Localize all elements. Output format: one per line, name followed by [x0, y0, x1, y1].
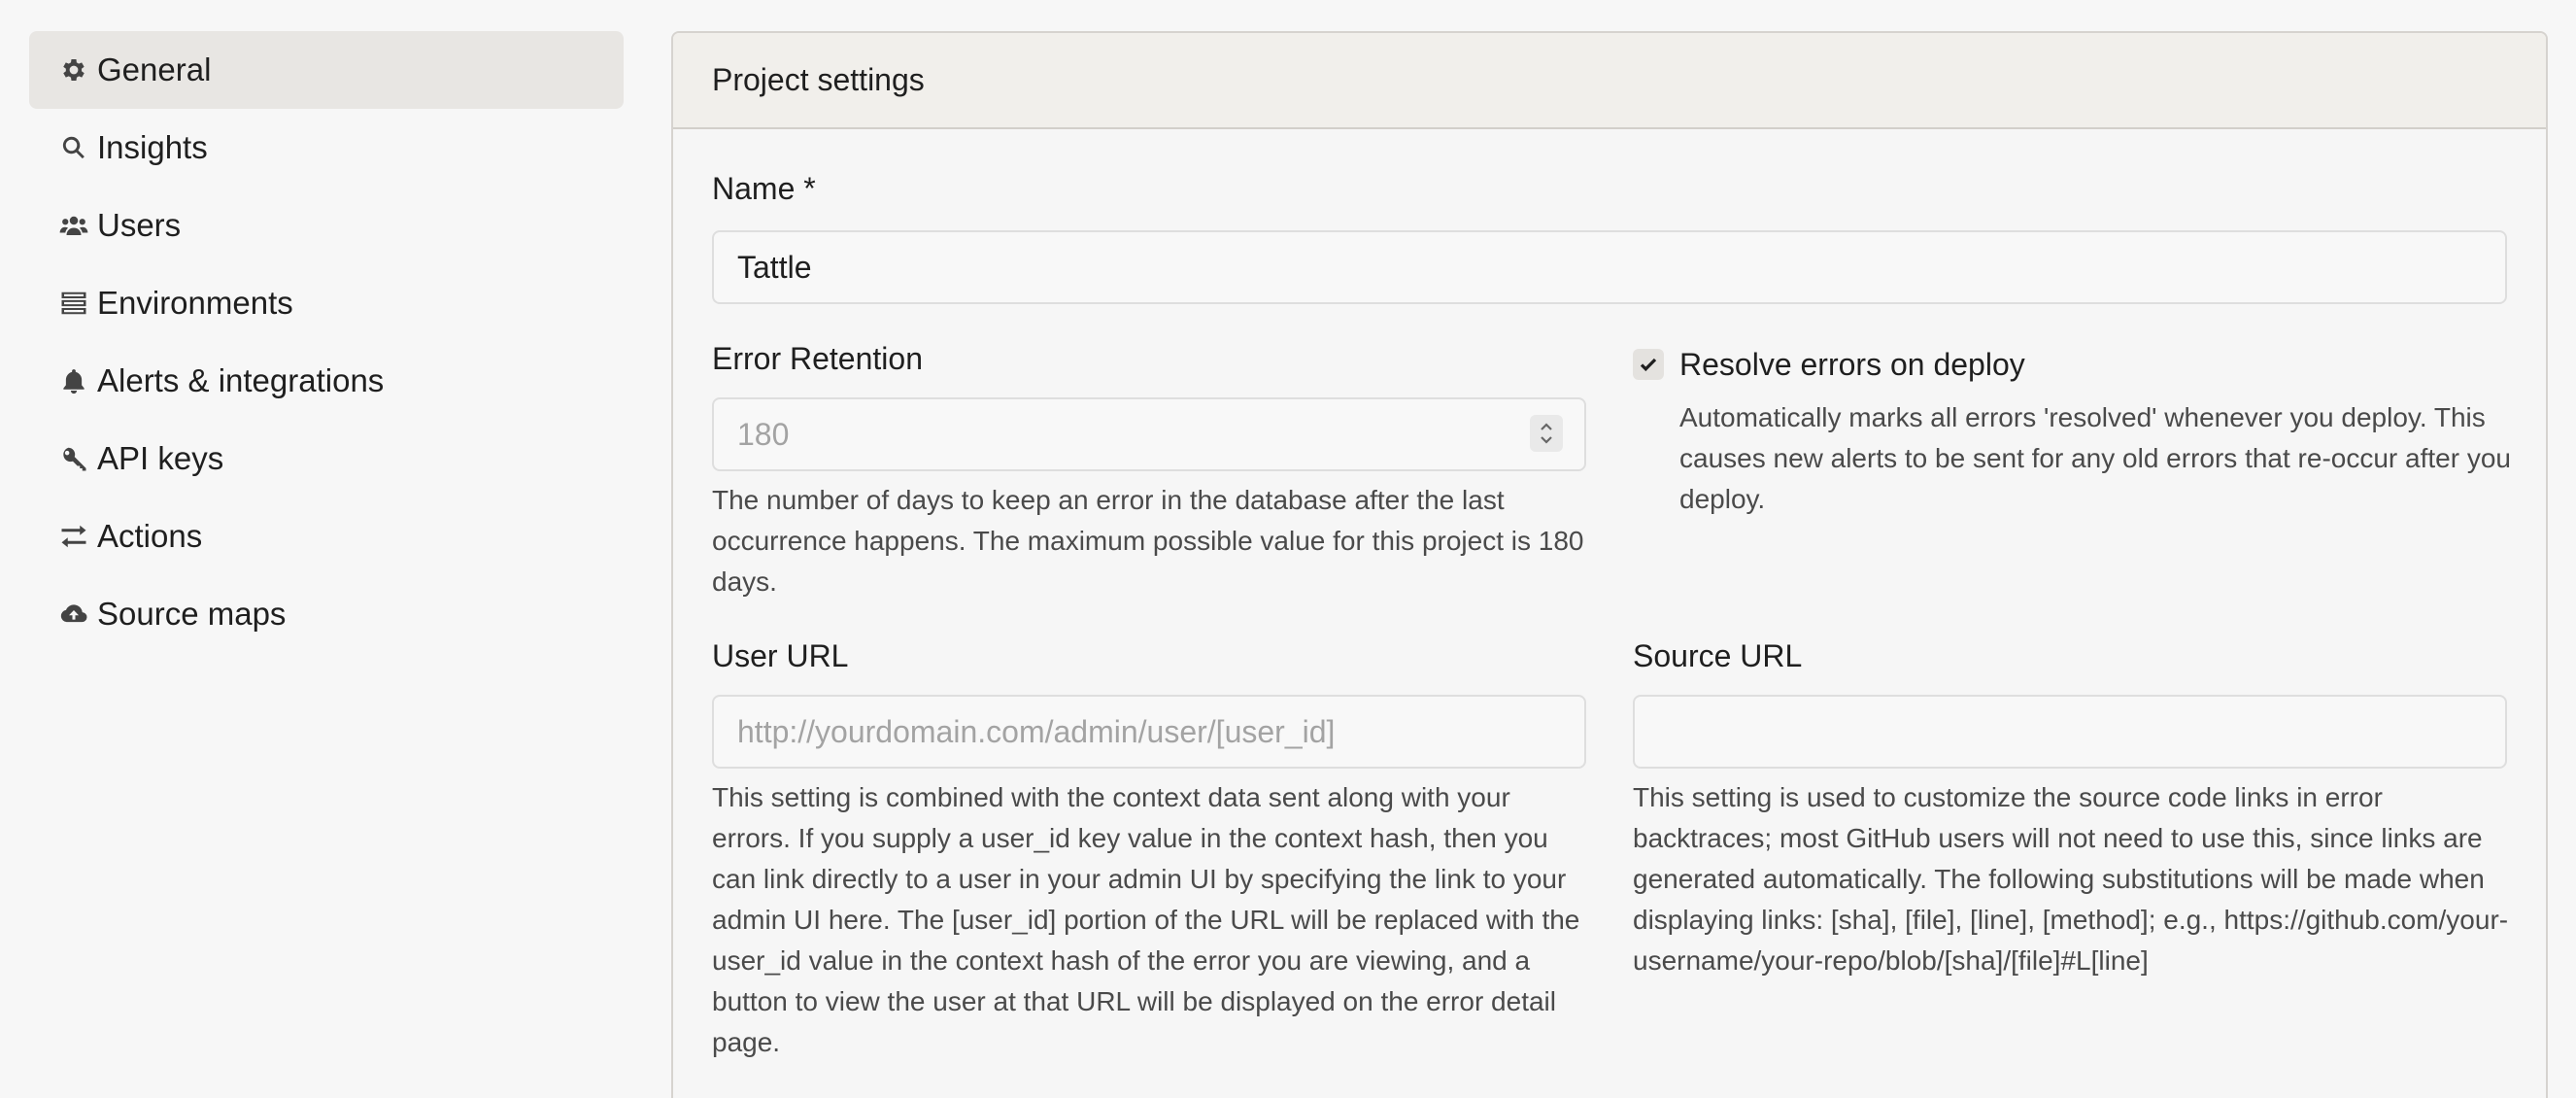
exchange-icon [58, 521, 89, 552]
key-icon [58, 443, 89, 474]
bell-icon [58, 365, 89, 396]
sidebar-item-label: Actions [97, 518, 203, 554]
error-retention-help: The number of days to keep an error in the database after the last occurrence happens. The maximum possible value for this project is 180 days. [712, 485, 1584, 597]
project-settings-panel [671, 31, 2548, 1098]
name-input[interactable] [712, 230, 2507, 304]
sidebar-item-label: API keys [97, 440, 224, 476]
resolve-on-deploy-label: Resolve errors on deploy [1679, 347, 2025, 382]
error-retention-input[interactable] [712, 397, 1586, 471]
panel-title: Project settings [712, 62, 925, 97]
sidebar-item-label: Environments [97, 285, 293, 321]
sidebar-item-label: Users [97, 207, 182, 243]
resolve-on-deploy-help: Automatically marks all errors 'resolved' whenever you deploy. This causes new alerts to be sent for any old errors that re-occur after you deploy. [1679, 402, 2511, 514]
sidebar-item-label: Alerts & integrations [97, 362, 385, 398]
sidebar [29, 31, 624, 653]
gear-icon [58, 54, 89, 86]
source-url-label: Source URL [1633, 638, 1803, 673]
sidebar-item-source-maps[interactable] [29, 575, 624, 653]
sidebar-item-label: Insights [97, 129, 208, 165]
sidebar-item-general[interactable] [29, 31, 624, 109]
cloud-upload-icon [58, 599, 89, 630]
error-retention-label: Error Retention [712, 341, 923, 376]
source-url-input[interactable] [1633, 695, 2507, 769]
sidebar-item-alerts[interactable] [29, 342, 624, 420]
panel-header [673, 33, 2546, 129]
search-icon [58, 132, 89, 163]
user-url-input[interactable] [712, 695, 1586, 769]
sidebar-item-label: Source maps [97, 596, 287, 632]
user-url-label: User URL [712, 638, 849, 673]
sidebar-item-api-keys[interactable] [29, 420, 624, 498]
check-icon [1639, 355, 1658, 374]
users-icon [58, 210, 89, 241]
error-retention-value: 180 [737, 416, 790, 452]
resolve-on-deploy-checkbox[interactable] [1633, 349, 1664, 380]
sidebar-item-environments[interactable] [29, 264, 624, 342]
chevron-up-down-icon [1538, 419, 1555, 448]
name-label: Name * [712, 171, 816, 206]
sidebar-item-users[interactable] [29, 187, 624, 264]
sidebar-item-insights[interactable] [29, 109, 624, 187]
number-stepper[interactable] [1530, 415, 1563, 452]
source-url-help: This setting is used to customize the source code links in error backtraces; most GitHub users will not need to use this, since links are generated automatically. The following substitutions will be made when displaying links: [sha], [file], [line], [method]; e.g., https://github.com/your-username/your-repo/blob/[sha]/[file]#L[line] [1633, 782, 2509, 976]
sidebar-item-actions[interactable] [29, 498, 624, 575]
user-url-help: This setting is combined with the context data sent along with your errors. If you supply a user_id key value in the context hash, then you can link directly to a user in your admin UI by specifying the link to your admin UI here. The [user_id] portion of the URL will be replaced with the user_id value in the context hash of the error you are viewing, and a button to view the user at that URL will be displayed on the error detail page. [712, 782, 1580, 1057]
sidebar-item-label: General [97, 51, 212, 87]
server-icon [58, 288, 89, 319]
